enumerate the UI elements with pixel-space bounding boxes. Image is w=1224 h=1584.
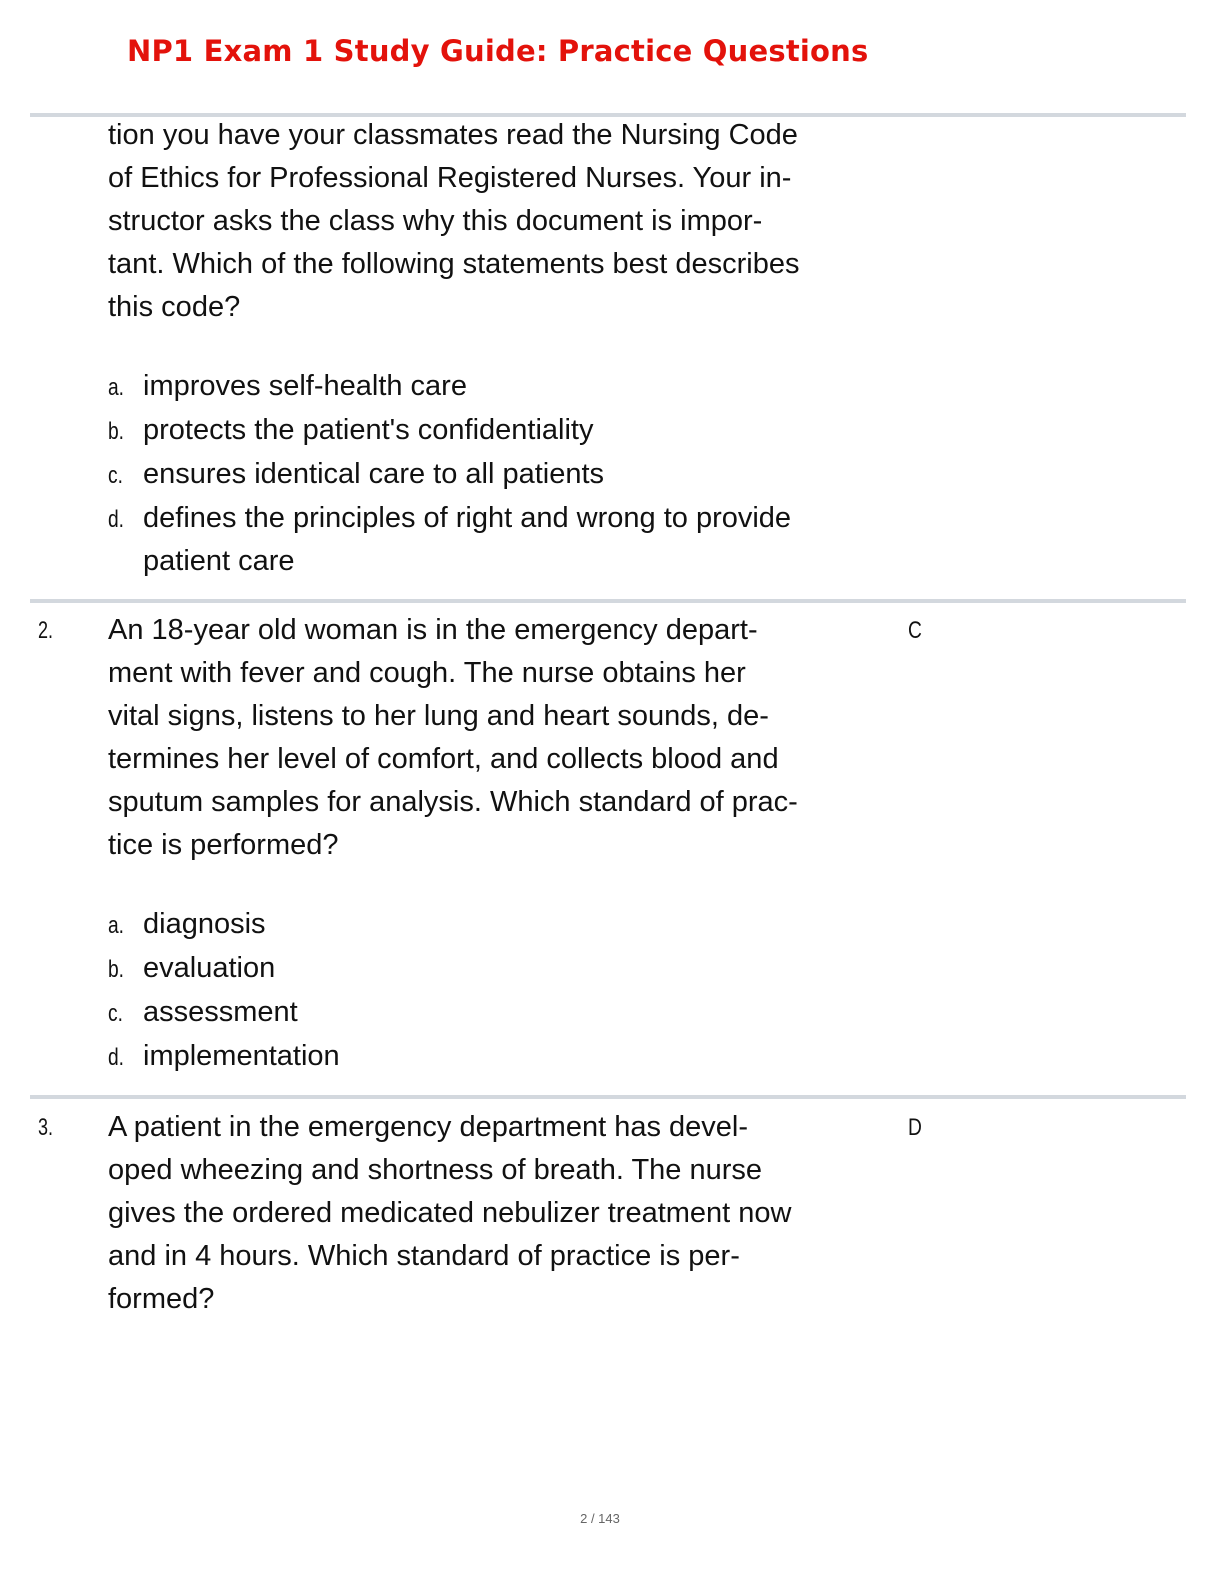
document-title: NP1 Exam 1 Study Guide: Practice Questions [127,34,869,68]
page-number: 2 / 143 [580,1511,620,1526]
question-number: 2. [38,617,54,644]
question-divider [30,1095,1186,1099]
option-letter: b. [108,418,125,445]
option-d [108,1035,908,1079]
option-c [108,991,908,1035]
option-text: protects the patient's confidentiality [143,414,594,446]
option-letter: b. [108,956,125,983]
answer-key: D [908,1114,922,1141]
option-b [108,947,908,991]
answer-options [108,903,908,1079]
option-text: ensures identical care to all patients [143,458,605,490]
question-number: 3. [38,1114,54,1141]
option-text: defines the principles of right and wrong to provide patient care [143,502,792,577]
option-text: implementation [143,1040,340,1072]
option-text: evaluation [143,952,276,984]
option-letter: a. [108,374,125,401]
question-1 [108,114,908,583]
option-c [108,453,908,497]
option-letter: c. [108,462,123,489]
option-a [108,365,908,409]
question-2 [108,609,908,1079]
option-a [108,903,908,947]
option-b [108,409,908,453]
answer-key: C [908,617,922,644]
option-d [108,497,908,583]
option-text: assessment [143,996,298,1028]
option-letter: c. [108,1000,123,1027]
option-letter: d. [108,506,125,533]
question-text: tion you have your classmates read the Nursing Code of Ethics for Professional Registered Nurses. Your in- structor asks the class why this document is impor- tant. Which of the following statements best describes this code? [108,119,800,323]
question-divider [30,599,1186,603]
option-letter: a. [108,912,125,939]
option-text: improves self-health care [143,370,467,402]
question-text: A patient in the emergency department has devel- oped wheezing and shortness of breath. The nurse gives the ordered medicated nebulizer treatment now and in 4 hours. Which standard of practice is per- formed? [108,1111,792,1315]
option-text: diagnosis [143,908,266,940]
option-letter: d. [108,1044,125,1071]
answer-options [108,365,908,583]
question-text: An 18-year old woman is in the emergency depart- ment with fever and cough. The nurse obtains her vital signs, listens to her lung and heart sounds, de- termines her level of comfort, and collects blood and sputum samples for analysis. Which standard of prac- tice is performed? [108,614,798,861]
question-3 [108,1106,908,1321]
